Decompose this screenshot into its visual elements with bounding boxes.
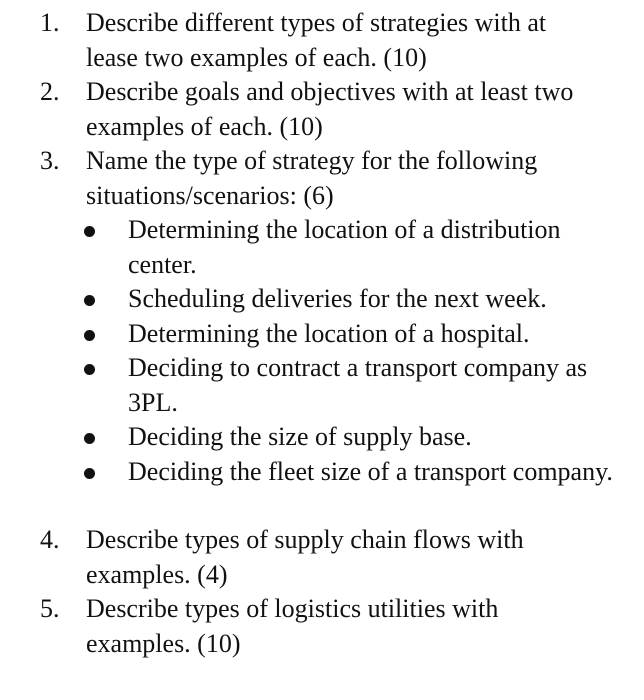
scenario-item [0, 317, 644, 352]
question-number: 3. [40, 146, 60, 175]
question-2 [0, 75, 644, 144]
scenario-text: Determining the location of a hospital. [128, 318, 530, 348]
scenario-text: Deciding to contract a transport company as 3PL. [128, 353, 588, 417]
question-text: Describe different types of strategies with at lease two examples of each. (10) [86, 8, 547, 72]
scenario-item [0, 420, 644, 455]
question-text: Describe goals and objectives with at least two examples of each. (10) [86, 77, 574, 141]
scenario-item [0, 213, 644, 282]
section-spacer [0, 489, 644, 523]
bullet-icon [84, 226, 95, 237]
question-number: 4. [40, 525, 60, 554]
bullet-icon [84, 468, 95, 479]
question-number: 2. [40, 77, 60, 106]
bullet-icon [84, 330, 95, 341]
question-text: Describe types of logistics utilities with examples. (10) [86, 594, 499, 658]
scenario-text: Scheduling deliveries for the next week. [128, 284, 547, 313]
question-number: 5. [40, 594, 60, 623]
question-5 [0, 592, 644, 661]
question-list [0, 6, 644, 661]
question-number: 1. [40, 8, 60, 37]
question-1 [0, 6, 644, 75]
scenario-list [0, 213, 644, 489]
scenario-item [0, 351, 644, 420]
question-3 [0, 144, 644, 213]
scenario-text: Deciding the size of supply base. [128, 422, 472, 451]
scenario-item [0, 282, 644, 317]
question-text: Name the type of strategy for the following situations/scenarios: (6) [86, 146, 538, 210]
bullet-icon [84, 433, 95, 444]
scenario-text: Deciding the fleet size of a transport company. [128, 456, 613, 486]
scenario-text: Determining the location of a distribution center. [128, 215, 561, 279]
question-text: Describe types of supply chain flows with examples. (4) [86, 525, 524, 589]
bullet-icon [84, 364, 95, 375]
scenario-item [0, 455, 644, 490]
bullet-icon [84, 295, 95, 306]
question-4 [0, 523, 644, 592]
